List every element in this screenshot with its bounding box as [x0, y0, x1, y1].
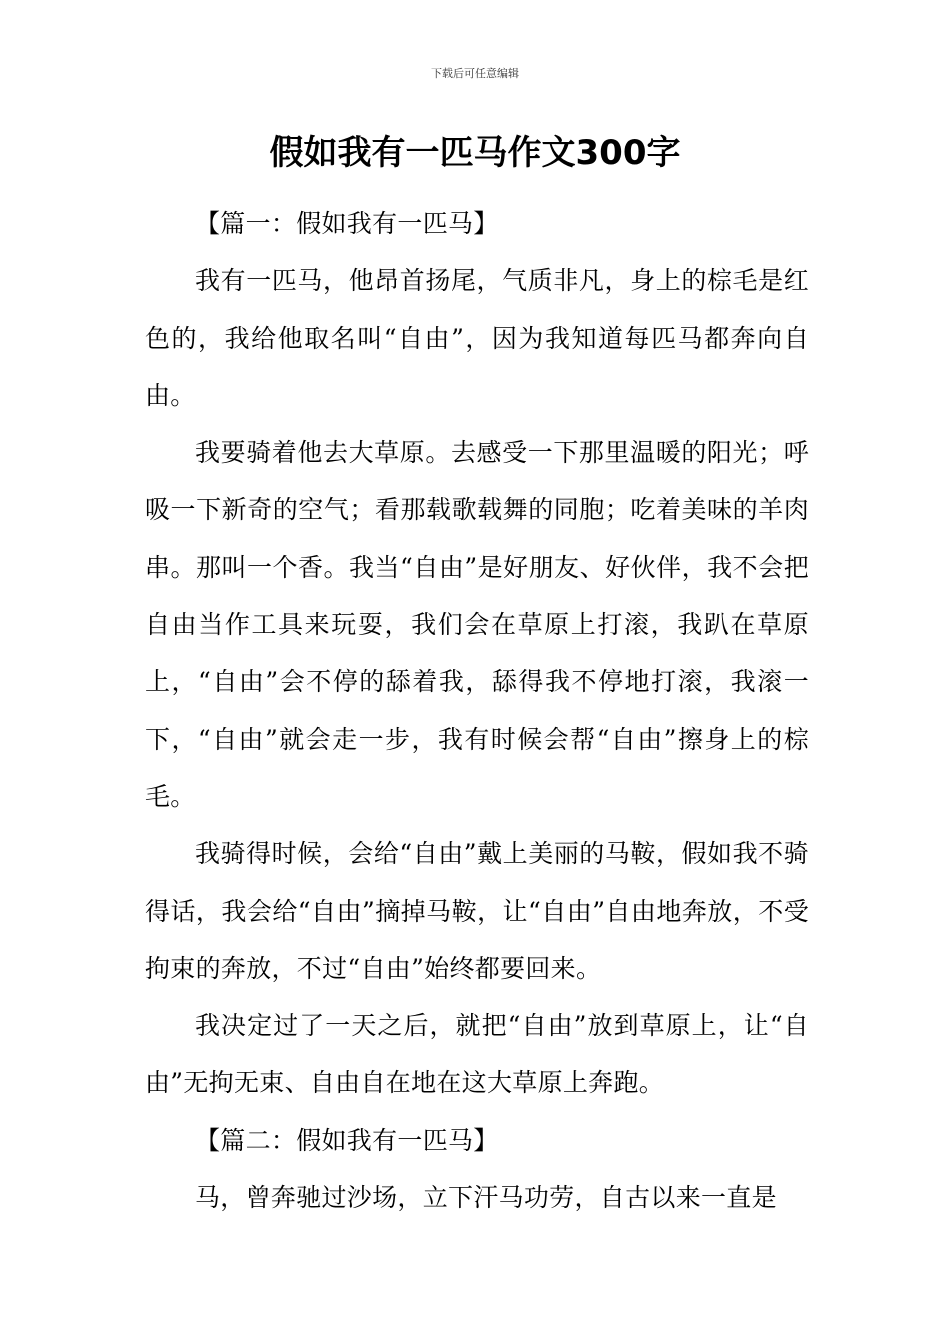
- header-note: 下载后可任意编辑: [431, 67, 519, 80]
- document-title: 假如我有一匹马作文300字: [269, 133, 681, 173]
- section-heading-2: 【篇二：假如我有一匹马】: [195, 1125, 499, 1155]
- paragraph: 我有一匹马，他昂首扬尾，气质非凡，身上的棕毛是红色的，我给他取名叫“自由”，因为我知道每匹马都奔向自由。: [145, 266, 809, 410]
- paragraph: 马，曾奔驰过沙场，立下汗马功劳，自古以来一直是: [195, 1183, 777, 1213]
- document-body: [145, 195, 809, 1226]
- paragraph: 我骑得时候，会给“自由”戴上美丽的马鞍，假如我不骑得话，我会给“自由”摘掉马鞍，让“自由”自由地奔放，不受拘束的奔放，不过“自由”始终都要回来。: [145, 839, 809, 983]
- paragraph: 我决定过了一天之后，就把“自由”放到草原上，让“自由”无拘无束、自由自在地在这大草原上奔跑。: [145, 1011, 809, 1098]
- section-heading-1: 【篇一：假如我有一匹马】: [195, 209, 499, 238]
- paragraph: 我要骑着他去大草原。去感受一下那里温暖的阳光；呼吸一下新奇的空气；看那载歌载舞的同胞；吃着美味的羊肉串。那叫一个香。我当“自由”是好朋友、好伙伴，我不会把自由当作工具来玩耍，我们会在草原上打滚，我趴在草原上，“自由”会不停的舔着我，舔得我不停地打滚，我滚一下，“自由”就会走一步，我有时候会帮“自由”擦身上的棕毛。: [145, 438, 809, 811]
